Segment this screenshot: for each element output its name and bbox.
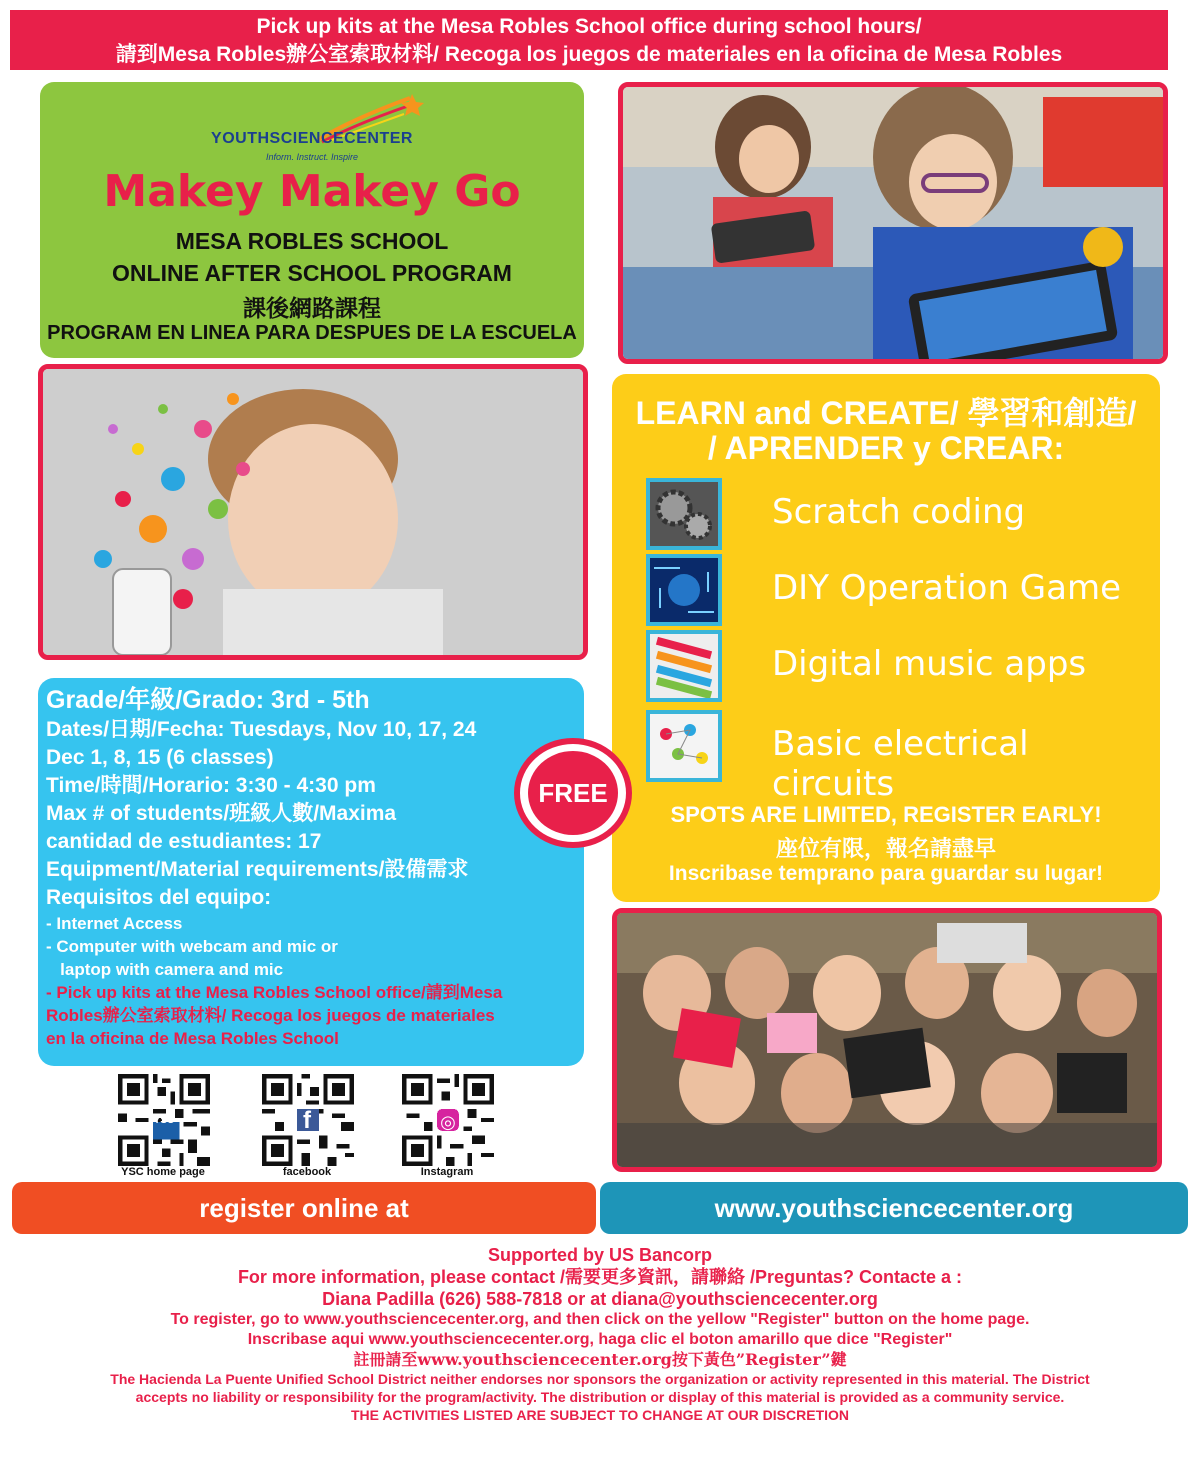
footer	[0, 1244, 1200, 1424]
gears-icon	[646, 478, 722, 550]
program-details-card	[38, 678, 584, 1066]
program-type: ONLINE AFTER SCHOOL PROGRAM	[112, 260, 512, 286]
game-pieces-icon	[646, 710, 722, 782]
equipment-line-1: Equipment/Material requirements/設備需求	[46, 858, 469, 881]
spots-limited-chinese: 座位有限，報名請盡早	[775, 836, 996, 862]
pickup-kits-line-3: en la oficina de Mesa Robles School	[46, 1029, 339, 1048]
learn-create-card	[612, 374, 1160, 902]
org-tagline: Inform. Instruct. Inspire	[265, 152, 359, 162]
photo-kids-group	[612, 908, 1162, 1172]
program-type-spanish: PROGRAM EN LINEA PARA DESPUES DE LA ESCUELA	[47, 322, 577, 344]
footer-disclaimer-1: The Hacienda La Puente Unified School District neither endorses nor sponsors the organization or activity represented in this material. The District	[110, 1371, 1090, 1387]
footer-disclaimer-2: accepts no liability or responsibility for the program/activity. The distribution or display of this material is provided as a community service.	[135, 1389, 1065, 1405]
learn-item-scratch	[646, 478, 1146, 552]
learn-item-label: Basic electrical circuits	[772, 724, 1029, 804]
footer-disclaimer-3: THE ACTIVITIES LISTED ARE SUBJECT TO CHANGE AT OUR DISCRETION	[350, 1407, 850, 1423]
school-name: MESA ROBLES SCHOOL	[175, 228, 449, 254]
register-website-link[interactable]: www.youthsciencecenter.org	[600, 1182, 1188, 1234]
footer-register-english: To register, go to www.youthsciencecenter.org, and then click on the yellow "Register" button on the home page.	[170, 1311, 1030, 1328]
org-name-science: SCIENCE	[269, 130, 345, 147]
dates-line-1: Dates/日期/Fecha: Tuesdays, Nov 10, 17, 24	[46, 718, 477, 741]
learn-title-line-1: LEARN and CREATE/ 學習和創造/	[635, 395, 1137, 431]
program-title-card	[40, 82, 584, 358]
photo-children-tablets	[618, 82, 1168, 364]
pickup-kits-line-1: - Pick up kits at the Mesa Robles School office/請到Mesa	[46, 983, 503, 1002]
pickup-kits-line-2: Robles辦公室索取材料/ Recoga los juegos de materiales	[46, 1006, 495, 1025]
learn-item-circuits	[646, 710, 1146, 804]
learn-item-operation	[646, 554, 1146, 628]
org-name-center: CENTER	[344, 130, 413, 147]
banner-line-1: Pick up kits at the Mesa Robles School office during school hours/	[256, 15, 922, 38]
grade-line: Grade/年級/Grado: 3rd - 5th	[46, 686, 370, 714]
circuit-icon	[646, 554, 722, 626]
footer-contact-details: Diana Padilla (626) 588-7818 or at diana@youthsciencecenter.org	[322, 1289, 878, 1309]
learn-item-label: Digital music apps	[772, 644, 1087, 684]
learn-item-music	[646, 630, 1146, 704]
requirement-laptop: laptop with camera and mic	[46, 960, 284, 979]
dates-line-2: Dec 1, 8, 15 (6 classes)	[46, 746, 274, 769]
footer-register-spanish: Inscribase aqui www.youthsciencecenter.org, haga clic el boton amarillo que dice "Register"	[247, 1331, 953, 1348]
qr-badge-ysc: YSC	[153, 1115, 175, 1126]
max-students-line-1: Max # of students/班級人數/Maxima	[46, 802, 397, 825]
requirement-internet: - Internet Access	[46, 914, 183, 933]
free-label: FREE	[528, 751, 618, 835]
program-type-chinese: 課後網路課程	[243, 295, 381, 322]
max-students-line-2: cantidad de estudiantes: 17	[46, 830, 322, 853]
learn-item-label: DIY Operation Game	[772, 568, 1122, 608]
program-name: Makey Makey Go	[103, 166, 521, 217]
equipment-line-2: Requisitos del equipo:	[46, 886, 272, 909]
footer-register-chinese: 註冊請至www.youthsciencecenter.org按下黃色”Register”鍵	[353, 1350, 847, 1369]
instagram-icon: ◎	[440, 1112, 456, 1132]
banner-line-2: 請到Mesa Robles辦公室索取材料/ Recoga los juegos de materiales en la oficina de Mesa Robles	[115, 43, 1063, 66]
spots-limited-spanish: Inscribase temprano para guardar su lugar!	[668, 862, 1104, 885]
register-online-bar: register online at	[12, 1182, 596, 1234]
free-badge	[514, 738, 632, 848]
top-banner	[10, 10, 1168, 70]
org-name-youth: YOUTH	[211, 130, 270, 147]
org-name	[40, 130, 584, 148]
footer-contact-intro: For more information, please contact /需要更多資訊，請聯絡 /Preguntas? Contacte a :	[237, 1267, 963, 1287]
qr-label-instagram: Instagram	[420, 1166, 474, 1178]
requirement-computer: - Computer with webcam and mic or	[46, 937, 338, 956]
time-line: Time/時間/Horario: 3:30 - 4:30 pm	[46, 774, 376, 797]
qr-label-ysc: YSC home page	[121, 1166, 205, 1178]
footer-sponsor: Supported by US Bancorp	[487, 1245, 712, 1265]
spots-limited-english: SPOTS ARE LIMITED, REGISTER EARLY!	[670, 802, 1102, 827]
learn-title-line-2: / APRENDER y CREAR:	[707, 430, 1065, 466]
learn-item-label: Scratch coding	[772, 492, 1026, 532]
photo-boy-phone	[38, 364, 588, 660]
qr-label-facebook: facebook	[282, 1166, 332, 1178]
facebook-icon: f	[303, 1107, 311, 1134]
pencils-icon	[646, 630, 722, 702]
